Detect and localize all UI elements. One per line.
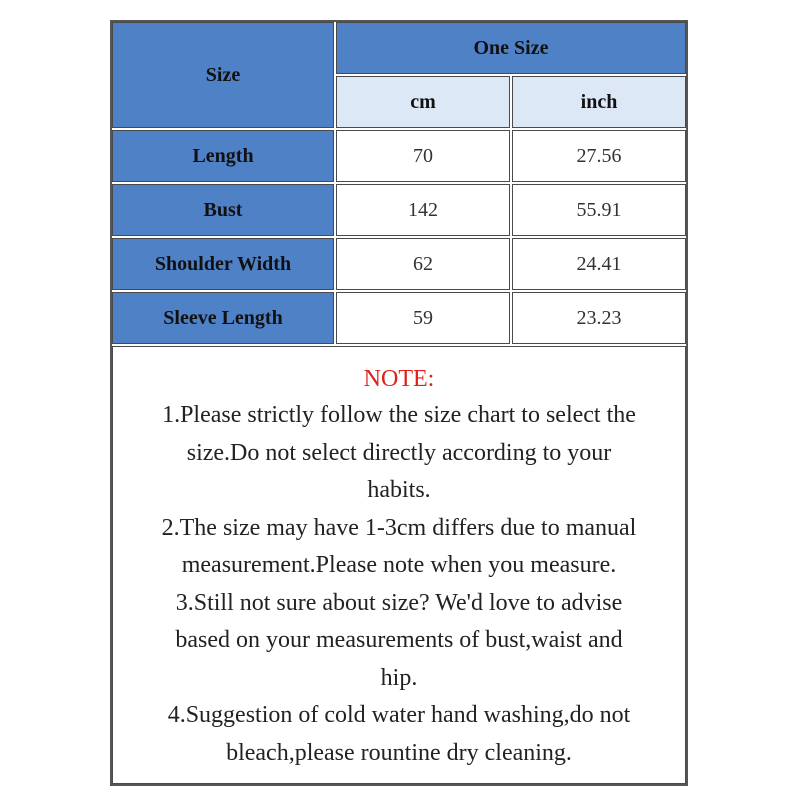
cm-subheader-cell (336, 76, 510, 128)
note-line: 1.Please strictly follow the size chart to select the (162, 402, 636, 428)
row-label-cell (112, 292, 334, 344)
row-label-cell (112, 238, 334, 290)
row-inch-value: 27.56 (576, 144, 622, 167)
row-inch-cell (512, 130, 686, 182)
size-header-cell (112, 22, 334, 128)
note-line: based on your measurements of bust,waist and (175, 627, 623, 653)
row-cm-value: 70 (413, 144, 433, 167)
row-cm-value: 62 (413, 252, 433, 275)
row-cm-value: 59 (413, 306, 433, 329)
row-label: Shoulder Width (154, 252, 292, 275)
note-panel (112, 346, 686, 784)
note-line: habits. (367, 477, 431, 503)
note-line: 4.Suggestion of cold water hand washing,do not (167, 702, 631, 728)
row-label: Sleeve Length (163, 306, 283, 329)
row-inch-value: 55.91 (576, 198, 622, 221)
note-line: hip. (380, 664, 418, 691)
note-line: 2.The size may have 1-3cm differs due to manual (161, 514, 637, 541)
row-label-cell (112, 130, 334, 182)
inch-subheader-cell (512, 76, 686, 128)
row-cm-cell (336, 184, 510, 236)
one-size-header-cell (336, 22, 686, 74)
row-inch-cell (512, 238, 686, 290)
inch-subheader-label: inch (580, 90, 618, 113)
size-header-label: Size (205, 63, 241, 86)
one-size-header-label: One Size (473, 36, 549, 59)
row-inch-cell (512, 292, 686, 344)
row-inch-cell (512, 184, 686, 236)
row-cm-value: 142 (408, 198, 438, 221)
row-label: Length (192, 144, 254, 167)
note-line: 3.Still not sure about size? We'd love to advise (175, 589, 623, 616)
cm-subheader-label: cm (410, 90, 436, 113)
note-line: measurement.Please note when you measure. (181, 552, 617, 578)
row-cm-cell (336, 130, 510, 182)
note-line: bleach,please rountine dry cleaning. (226, 739, 572, 766)
row-inch-value: 23.23 (576, 306, 622, 329)
row-label-cell (112, 184, 334, 236)
note-line: size.Do not select directly according to your (186, 439, 612, 466)
note-title: NOTE: (363, 366, 435, 392)
row-inch-value: 24.41 (576, 252, 622, 275)
row-label: Bust (203, 198, 243, 221)
row-cm-cell (336, 292, 510, 344)
row-cm-cell (336, 238, 510, 290)
